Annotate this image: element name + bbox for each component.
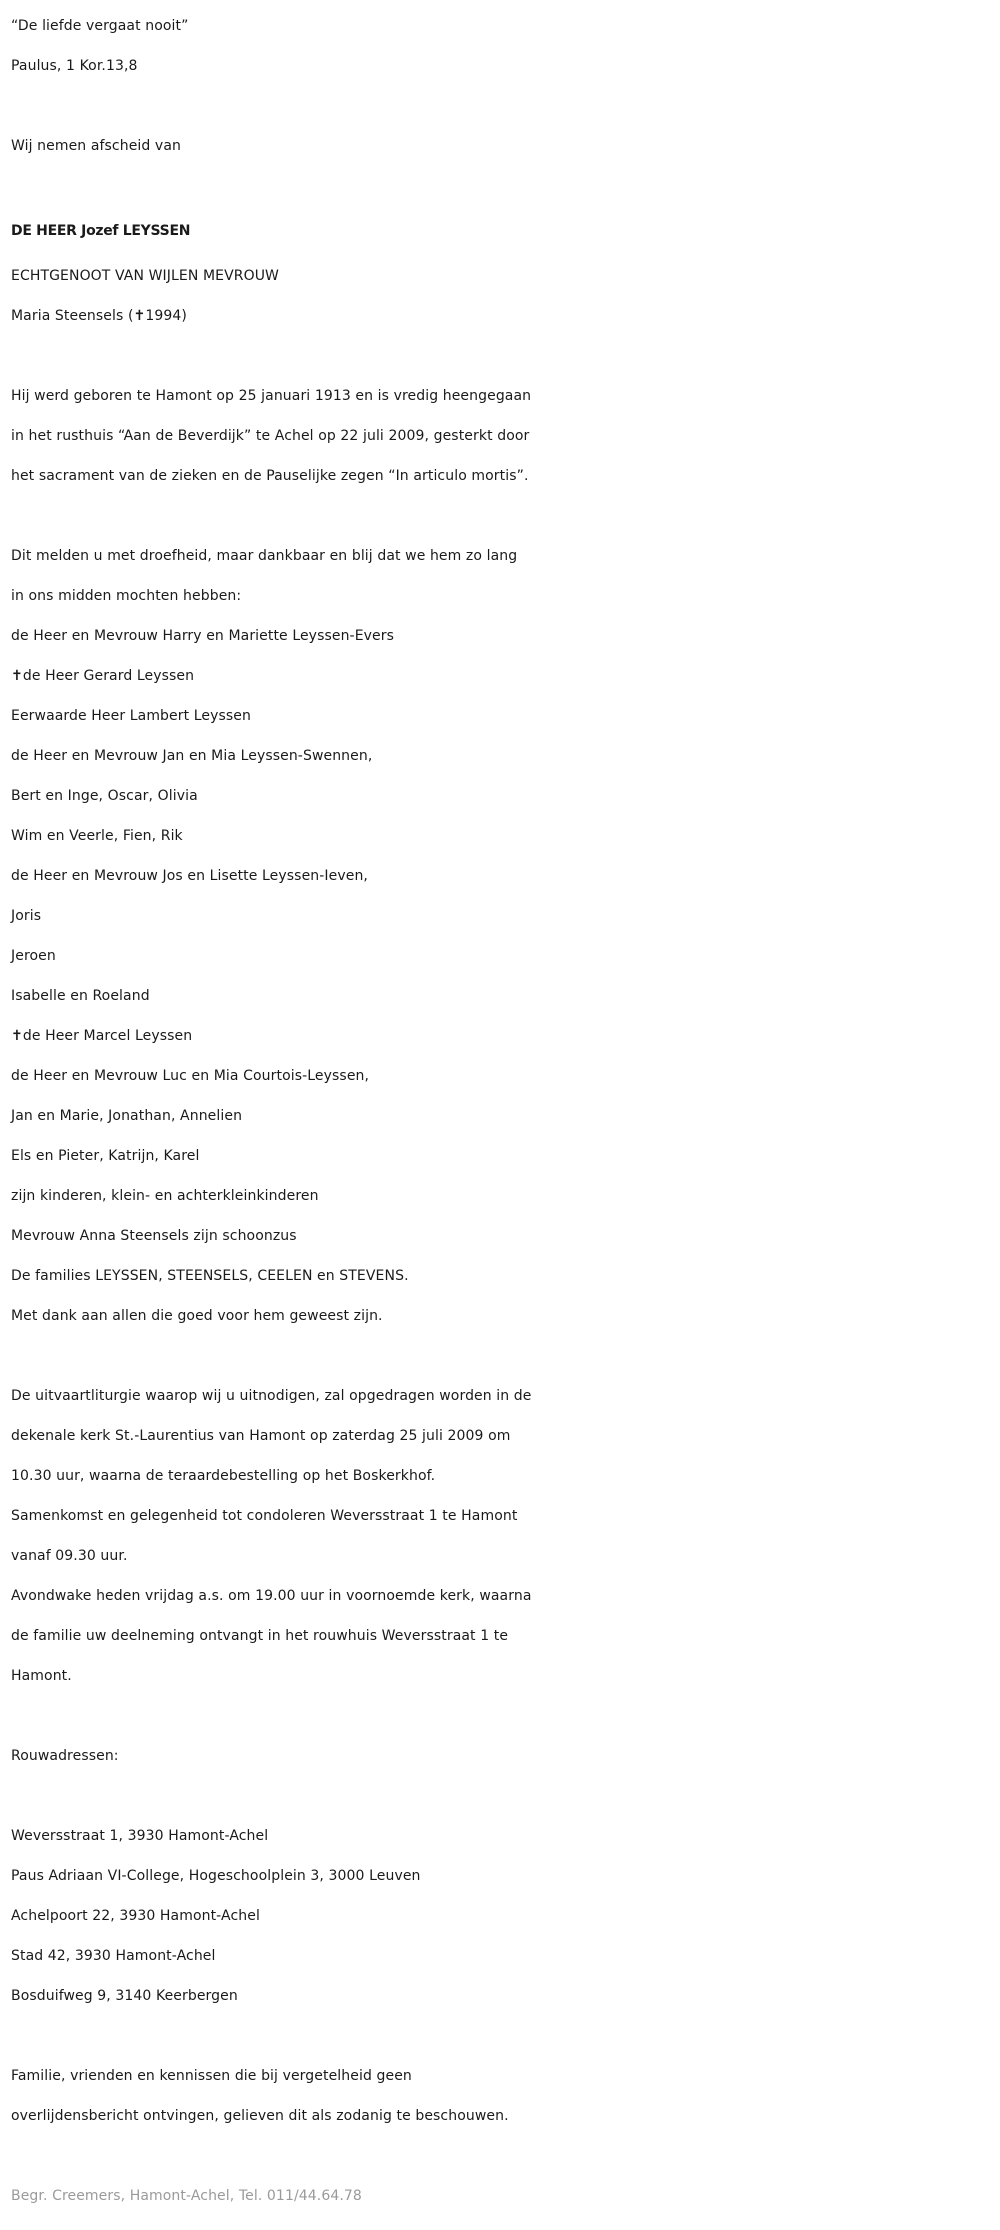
family-member: Wim en Veerle, Fien, Rik [11, 828, 183, 844]
spacer [11, 1336, 991, 1376]
family-member: de Heer en Mevrouw Harry en Mariette Leyssen-Evers [11, 628, 394, 644]
closing-paragraph [11, 2056, 991, 2136]
family-member: ✝de Heer Gerard Leyssen [11, 668, 195, 684]
family-member: de Heer en Mevrouw Jos en Lisette Leyssen-Ieven, [11, 868, 368, 884]
text-line: vanaf 09.30 uur. [11, 1548, 128, 1564]
text-line: dekenale kerk St.-Laurentius van Hamont op zaterdag 25 juli 2009 om [11, 1428, 511, 1444]
spacer [11, 166, 991, 206]
quote-text: “De liefde vergaat nooit” [11, 18, 189, 34]
address-item: Stad 42, 3930 Hamont-Achel [11, 1948, 216, 1964]
text-line: zijn kinderen, klein- en achterkleinkinderen [11, 1188, 319, 1204]
address-item: Achelpoort 22, 3930 Hamont-Achel [11, 1908, 260, 1924]
intro-text: Wij nemen afscheid van [11, 138, 181, 154]
funeral-paragraph [11, 1376, 991, 1696]
spacer [11, 1696, 991, 1736]
text-line: De families LEYSSEN, STEENSELS, CEELEN en STEVENS. [11, 1268, 409, 1284]
addresses-heading: Rouwadressen: [11, 1748, 119, 1764]
text-line: Samenkomst en gelegenheid tot condoleren Weversstraat 1 te Hamont [11, 1508, 518, 1524]
deceased-name: DE HEER Jozef LEYSSEN [11, 223, 191, 239]
spacer [11, 2136, 991, 2176]
text-line: Hij werd geboren te Hamont op 25 januari 1913 en is vredig heengegaan [11, 388, 532, 404]
text-line: het sacrament van de zieken en de Pauselijke zegen “In articulo mortis”. [11, 468, 529, 484]
address-list [11, 1816, 991, 2016]
family-member: ✝de Heer Marcel Leyssen [11, 1028, 193, 1044]
family-paragraph [11, 536, 991, 1336]
spouse-line-2: Maria Steensels (✝1994) [11, 308, 187, 324]
text-line: Met dank aan allen die goed voor hem geweest zijn. [11, 1308, 383, 1324]
text-line: in ons midden mochten hebben: [11, 588, 242, 604]
address-item: Bosduifweg 9, 3140 Keerbergen [11, 1988, 238, 2004]
funeral-director-footer: Begr. Creemers, Hamont-Achel, Tel. 011/44.64.78 [11, 2188, 362, 2204]
family-member: de Heer en Mevrouw Jan en Mia Leyssen-Swennen, [11, 748, 373, 764]
quote-source: Paulus, 1 Kor.13,8 [11, 58, 138, 74]
spouse-line-1: ECHTGENOOT VAN WIJLEN MEVROUW [11, 268, 279, 284]
family-member: Isabelle en Roeland [11, 988, 150, 1004]
text-line: de familie uw deelneming ontvangt in het rouwhuis Weversstraat 1 te [11, 1628, 509, 1644]
obituary-notice [11, 6, 991, 2216]
spacer [11, 1776, 991, 1816]
text-line: Hamont. [11, 1668, 72, 1684]
address-item: Weversstraat 1, 3930 Hamont-Achel [11, 1828, 269, 1844]
family-member: Jeroen [11, 948, 56, 964]
spacer [11, 336, 991, 376]
family-member: Bert en Inge, Oscar, Olivia [11, 788, 198, 804]
text-line: in het rusthuis “Aan de Beverdijk” te Achel op 22 juli 2009, gesterkt door [11, 428, 530, 444]
family-member: Els en Pieter, Katrijn, Karel [11, 1148, 200, 1164]
text-line: Familie, vrienden en kennissen die bij vergetelheid geen [11, 2068, 412, 2084]
text-line: Avondwake heden vrijdag a.s. om 19.00 uur in voornoemde kerk, waarna [11, 1588, 532, 1604]
family-member: Joris [11, 908, 42, 924]
text-line: 10.30 uur, waarna de teraardebestelling op het Boskerkhof. [11, 1468, 436, 1484]
spacer [11, 2016, 991, 2056]
text-line: Mevrouw Anna Steensels zijn schoonzus [11, 1228, 297, 1244]
birth-paragraph [11, 376, 991, 496]
spacer [11, 496, 991, 536]
text-line: Dit melden u met droefheid, maar dankbaar en blij dat we hem zo lang [11, 548, 518, 564]
text-line: overlijdensbericht ontvingen, gelieven dit als zodanig te beschouwen. [11, 2108, 509, 2124]
text-line: De uitvaartliturgie waarop wij u uitnodigen, zal opgedragen worden in de [11, 1388, 532, 1404]
family-member: de Heer en Mevrouw Luc en Mia Courtois-Leyssen, [11, 1068, 370, 1084]
family-member: Jan en Marie, Jonathan, Annelien [11, 1108, 243, 1124]
address-item: Paus Adriaan VI-College, Hogeschoolplein 3, 3000 Leuven [11, 1868, 421, 1884]
family-member: Eerwaarde Heer Lambert Leyssen [11, 708, 251, 724]
spacer [11, 86, 991, 126]
